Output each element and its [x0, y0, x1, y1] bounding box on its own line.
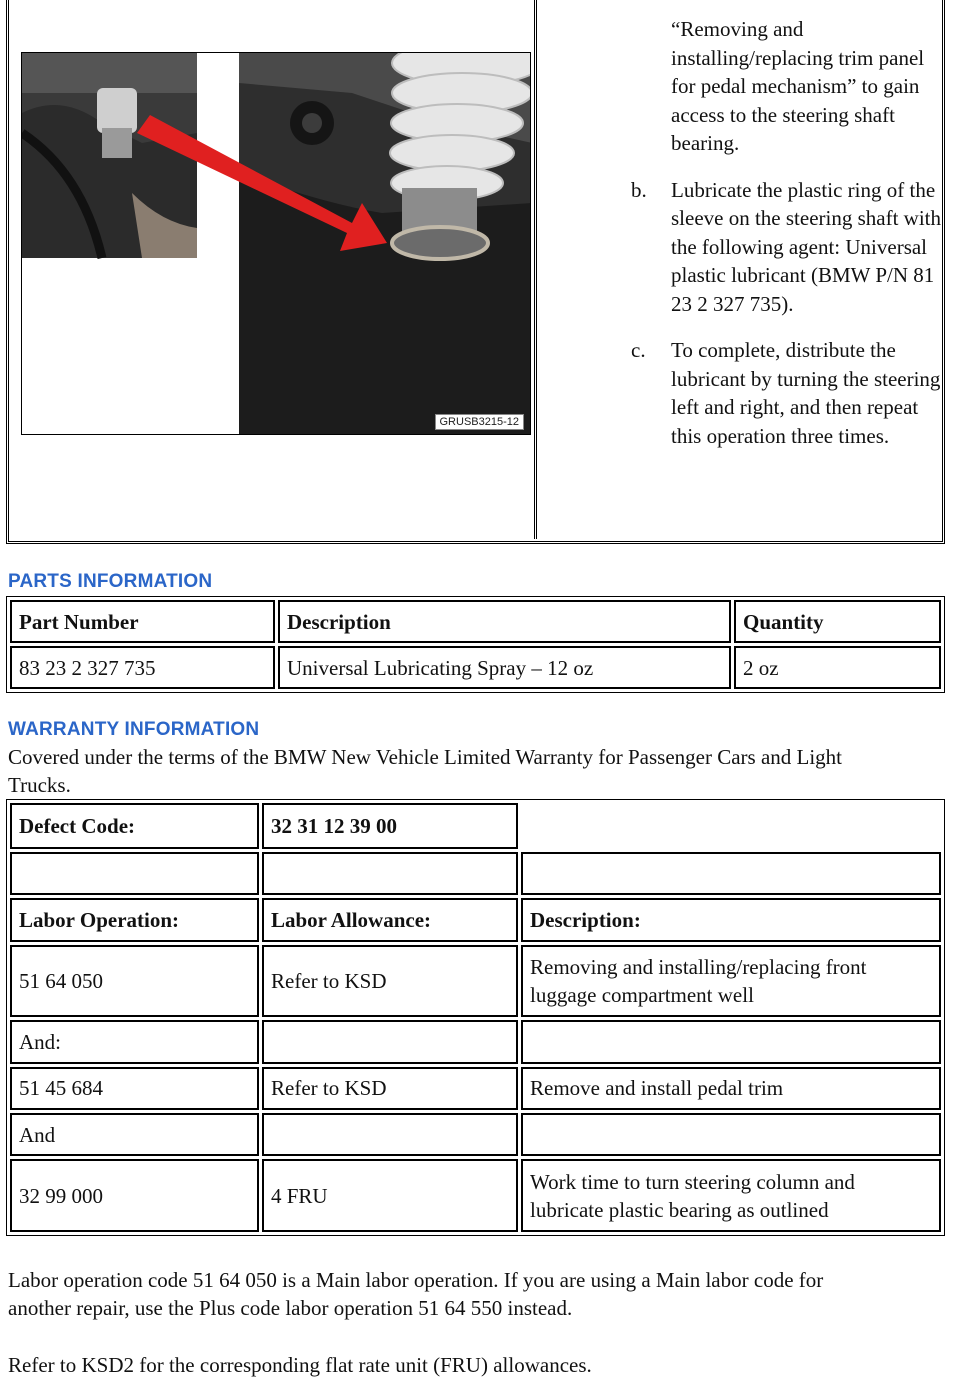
description-line: Removing and installing/replacing front	[530, 954, 867, 979]
parts-table	[6, 596, 945, 693]
note-line: another repair, use the Plus code labor operation 51 64 550 instead.	[8, 1296, 573, 1320]
table-row	[10, 1159, 941, 1232]
labor-allowance-cell: 4 FRU	[262, 1159, 518, 1232]
labor-operation-cell: And:	[10, 1020, 259, 1063]
procedure-steps	[621, 15, 941, 468]
photo-caption: GRUSB3215-12	[435, 414, 525, 430]
table-row	[10, 1113, 941, 1156]
labor-operation-cell: And	[10, 1113, 259, 1156]
labor-description-cell	[521, 1113, 941, 1156]
step-text: To complete, distribute the lubricant by turning the steering left and right, and then repeat this operation three times.	[671, 338, 941, 448]
table-row	[10, 646, 941, 689]
empty-cell	[10, 852, 259, 895]
steering-shaft-photo-graphic	[22, 53, 531, 435]
table-row	[10, 945, 941, 1017]
labor-operation-cell: 51 45 684	[10, 1067, 259, 1110]
spacer-row	[10, 852, 941, 895]
parts-header-part-number: Part Number	[10, 600, 275, 643]
labor-allowance-cell: Refer to KSD	[262, 945, 518, 1017]
labor-description-cell	[521, 1159, 941, 1232]
labor-description-cell	[521, 945, 941, 1017]
steering-shaft-photo	[21, 52, 531, 435]
warranty-text-line: Trucks.	[8, 773, 71, 797]
labor-header-allowance: Labor Allowance:	[262, 898, 518, 941]
defect-code-label: Defect Code:	[10, 803, 259, 849]
procedure-image-cell	[12, 0, 537, 539]
labor-description-cell: Remove and install pedal trim	[521, 1067, 941, 1110]
labor-allowance-cell	[262, 1020, 518, 1063]
part-number-cell: 83 23 2 327 735	[10, 646, 275, 689]
empty-cell	[521, 803, 941, 849]
step-letter: b.	[631, 177, 647, 202]
description-line: Work time to turn steering column and	[530, 1169, 855, 1194]
labor-allowance-cell: Refer to KSD	[262, 1067, 518, 1110]
warranty-coverage-text	[8, 743, 966, 799]
labor-code-note	[8, 1266, 823, 1322]
labor-table	[6, 799, 945, 1236]
empty-cell	[262, 852, 518, 895]
labor-allowance-cell	[262, 1113, 518, 1156]
labor-operation-cell: 32 99 000	[10, 1159, 259, 1232]
part-description-cell: Universal Lubricating Spray – 12 oz	[278, 646, 731, 689]
warranty-text-line: Covered under the terms of the BMW New Vehicle Limited Warranty for Passenger Cars and Light	[8, 745, 843, 769]
labor-header-description: Description:	[521, 898, 941, 941]
labor-description-cell	[521, 1020, 941, 1063]
description-line: luggage compartment well	[530, 982, 754, 1007]
parts-header-row	[10, 600, 941, 643]
empty-cell	[521, 852, 941, 895]
ksd-note: Refer to KSD2 for the corresponding flat rate unit (FRU) allowances.	[8, 1353, 592, 1377]
step-c	[621, 336, 941, 450]
step-b	[621, 176, 941, 319]
note-line: Labor operation code 51 64 050 is a Main labor operation. If you are using a Main labor code for	[8, 1268, 824, 1292]
table-row	[10, 1020, 941, 1063]
step-a-continued: “Removing and installing/replacing trim panel for pedal mechanism” to gain access to the steering shaft bearing.	[671, 17, 925, 155]
labor-operation-cell: 51 64 050	[10, 945, 259, 1017]
description-line: lubricate plastic bearing as outlined	[530, 1197, 829, 1222]
step-letter: c.	[631, 338, 646, 362]
labor-header-operation: Labor Operation:	[10, 898, 259, 941]
defect-code-value: 32 31 12 39 00	[262, 803, 518, 849]
procedure-box	[6, 0, 945, 544]
labor-header-row	[10, 898, 941, 941]
step-text: Lubricate the plastic ring of the sleeve on the steering shaft with the following agent: Universal plastic lubricant (BMW P/N 81 23 2 327 735).	[671, 177, 942, 316]
parts-header-description: Description	[278, 600, 731, 643]
warranty-heading: WARRANTY INFORMATION	[8, 719, 260, 740]
parts-heading: PARTS INFORMATION	[8, 571, 213, 592]
part-quantity-cell: 2 oz	[734, 646, 941, 689]
table-row	[10, 1067, 941, 1110]
defect-code-row	[10, 803, 941, 849]
parts-header-quantity: Quantity	[734, 600, 941, 643]
